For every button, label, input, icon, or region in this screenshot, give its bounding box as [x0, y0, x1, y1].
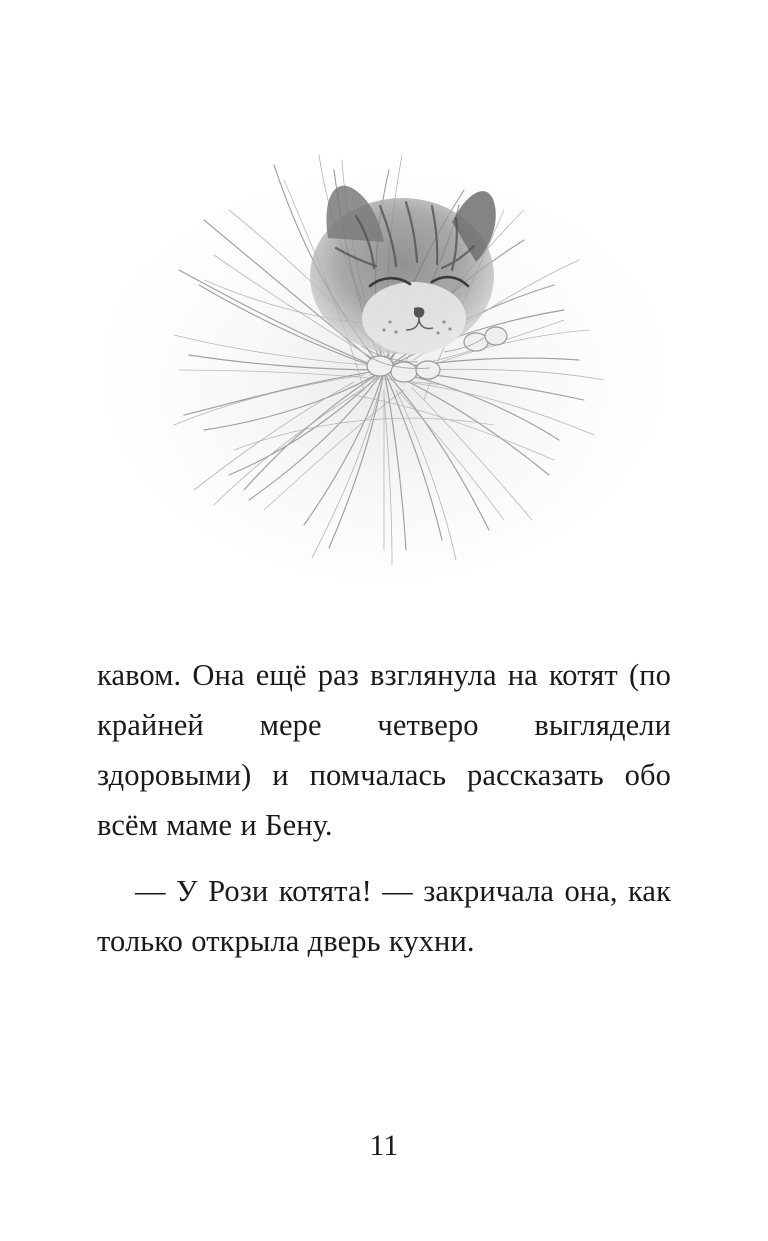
page-number: 11 [369, 1129, 399, 1162]
page-text [97, 640, 671, 968]
paragraph: — У Рози котята! — закричала она, как только открыла дверь кухни. [97, 874, 671, 958]
kitten-sleeping-in-nest-sketch [84, 70, 684, 600]
paragraph: кавом. Она ещё раз взглянула на котят (по крайней мере четверо выглядели здоровыми) и помчалась рассказать обо всём маме и Бену. [97, 658, 671, 842]
